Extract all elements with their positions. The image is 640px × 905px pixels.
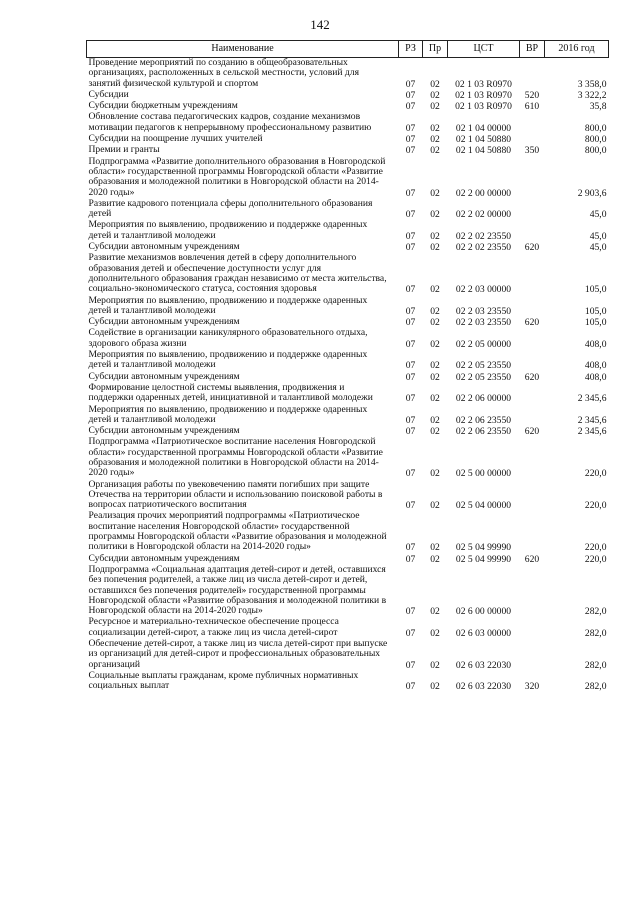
cell-pr: 02 bbox=[430, 122, 440, 134]
cell-name: Развитие механизмов вовлечения детей в сферу дополнительного образования детей и обеспечение доступности услуг для дополнительного образования граждан независимо от места жительства, социально-экономического статуса, состояния здоровья bbox=[88, 252, 387, 295]
table-row bbox=[87, 350, 609, 372]
page-number: 142 bbox=[310, 17, 330, 32]
cell-pr: 02 bbox=[430, 101, 440, 113]
column-header-rz: РЗ bbox=[399, 41, 423, 58]
cell-cst: 02 2 03 23550 bbox=[455, 305, 512, 317]
cell-rz: 07 bbox=[405, 134, 416, 146]
table-row bbox=[87, 565, 609, 617]
cell-name: Подпрограмма «Развитие дополнительного образования в Новгородской области» государственной программы Новгородской области «Развитие образования и молодежной политики в Новгородской области на 2014-2020 годы» bbox=[88, 155, 386, 198]
cell-name: Субсидии автономным учреждениям bbox=[88, 370, 240, 382]
cell-vr bbox=[520, 511, 545, 553]
cell-vr bbox=[520, 639, 545, 671]
cell-rz: 07 bbox=[405, 468, 416, 480]
cell-cst: 02 1 04 00000 bbox=[455, 122, 512, 134]
cell-cst: 02 1 03 R0970 bbox=[455, 101, 512, 113]
cell-name: Содействие в организации каникулярного образовательного отдыха, здорового образа жизни bbox=[88, 327, 368, 349]
table-row bbox=[87, 639, 609, 671]
cell-name: Мероприятия по выявлению, продвижению и поддержке одаренных детей и талантливой молодежи bbox=[88, 349, 368, 371]
cell-rz: 07 bbox=[405, 284, 416, 296]
table-row bbox=[87, 145, 609, 156]
cell-amount: 35,8 bbox=[589, 101, 607, 113]
cell-pr: 02 bbox=[430, 317, 440, 329]
cell-pr: 02 bbox=[430, 78, 440, 90]
table-row bbox=[87, 134, 609, 145]
cell-pr: 02 bbox=[430, 393, 440, 405]
cell-vr bbox=[520, 350, 545, 372]
cell-name: Премии и гранты bbox=[88, 144, 160, 156]
cell-amount: 220,0 bbox=[584, 468, 607, 480]
cell-amount: 800,0 bbox=[584, 122, 607, 134]
cell-name: Социальные выплаты гражданам, кроме публичных нормативных социальных выплат bbox=[88, 669, 359, 692]
cell-amount: 220,0 bbox=[584, 553, 607, 565]
cell-cst: 02 2 06 23550 bbox=[455, 414, 512, 426]
cell-vr bbox=[520, 58, 545, 90]
cell-pr: 02 bbox=[430, 230, 440, 242]
cell-vr bbox=[520, 199, 545, 221]
cell-name: Ресурсное и материально-техническое обеспечение процесса социализации детей-сирот, а также лиц из числа детей-сирот bbox=[88, 616, 339, 638]
cell-rz: 07 bbox=[405, 145, 416, 157]
cell-rz: 07 bbox=[405, 393, 416, 405]
cell-vr: 620 bbox=[524, 426, 540, 438]
cell-amount: 3 322,2 bbox=[577, 89, 607, 101]
cell-rz: 07 bbox=[405, 89, 416, 101]
column-header-cst: ЦСТ bbox=[448, 41, 520, 58]
cell-pr: 02 bbox=[430, 542, 440, 554]
cell-cst: 02 1 03 R0970 bbox=[455, 89, 512, 101]
cell-name: Мероприятия по выявлению, продвижению и поддержке одаренных детей и талантливой молодежи bbox=[88, 294, 368, 316]
cell-amount: 2 345,6 bbox=[577, 393, 607, 405]
cell-amount: 2 345,6 bbox=[577, 426, 607, 438]
cell-rz: 07 bbox=[405, 681, 416, 693]
column-header-name: Наименование bbox=[87, 41, 399, 58]
cell-vr bbox=[520, 328, 545, 350]
cell-cst: 02 2 03 23550 bbox=[455, 317, 512, 329]
cell-vr: 520 bbox=[524, 89, 540, 101]
cell-vr bbox=[520, 617, 545, 639]
table-row bbox=[87, 112, 609, 134]
table-header bbox=[87, 41, 609, 58]
cell-name: Субсидии на поощрение лучших учителей bbox=[88, 133, 263, 145]
cell-cst: 02 2 02 23550 bbox=[455, 242, 512, 254]
budget-table bbox=[86, 40, 609, 693]
table-row bbox=[87, 511, 609, 553]
cell-vr bbox=[520, 157, 545, 199]
cell-rz: 07 bbox=[405, 242, 416, 254]
cell-name: Субсидии автономным учреждениям bbox=[88, 241, 240, 253]
cell-pr: 02 bbox=[430, 134, 440, 146]
cell-amount: 105,0 bbox=[584, 317, 607, 329]
cell-vr bbox=[520, 437, 545, 479]
cell-name: Организация работы по увековечению памяти погибших при защите Отечества на территории области и использованию поисковой работы в вопросах патриотического воспитания bbox=[88, 478, 383, 511]
cell-pr: 02 bbox=[430, 209, 440, 221]
column-header-vr: ВР bbox=[520, 41, 545, 58]
cell-name: Мероприятия по выявлению, продвижению и поддержке одаренных детей и талантливой молодежи bbox=[88, 403, 368, 425]
cell-cst: 02 2 06 23550 bbox=[455, 426, 512, 438]
cell-rz: 07 bbox=[405, 360, 416, 372]
table-row bbox=[87, 58, 609, 90]
cell-vr bbox=[520, 383, 545, 405]
cell-vr: 620 bbox=[524, 371, 540, 383]
table-row bbox=[87, 328, 609, 350]
cell-vr: 620 bbox=[524, 317, 540, 329]
cell-vr bbox=[520, 565, 545, 617]
cell-amount: 3 358,0 bbox=[577, 78, 607, 90]
cell-cst: 02 2 05 00000 bbox=[455, 338, 512, 350]
cell-pr: 02 bbox=[430, 145, 440, 157]
cell-vr bbox=[520, 253, 545, 295]
table-row bbox=[87, 480, 609, 512]
cell-vr bbox=[520, 405, 545, 427]
table-body bbox=[87, 58, 609, 693]
cell-pr: 02 bbox=[430, 500, 440, 512]
cell-cst: 02 2 05 23550 bbox=[455, 360, 512, 372]
cell-name: Развитие кадрового потенциала сферы дополнительного образования детей bbox=[88, 197, 373, 220]
cell-vr bbox=[520, 220, 545, 242]
cell-pr: 02 bbox=[430, 468, 440, 480]
cell-amount: 408,0 bbox=[584, 371, 607, 383]
cell-vr bbox=[520, 112, 545, 134]
cell-amount: 282,0 bbox=[584, 659, 607, 671]
cell-cst: 02 2 00 00000 bbox=[455, 187, 512, 199]
cell-rz: 07 bbox=[405, 426, 416, 438]
cell-cst: 02 6 03 00000 bbox=[455, 627, 512, 639]
table-row bbox=[87, 437, 609, 479]
cell-amount: 105,0 bbox=[584, 284, 607, 296]
cell-name: Проведение мероприятий по созданию в общеобразовательных организациях, расположенных в сельской местности, условий для занятий физической культурой и спортом bbox=[88, 57, 359, 89]
cell-pr: 02 bbox=[430, 553, 440, 565]
cell-cst: 02 5 00 00000 bbox=[455, 468, 512, 480]
cell-pr: 02 bbox=[430, 242, 440, 254]
cell-cst: 02 5 04 99990 bbox=[455, 553, 512, 565]
cell-name: Субсидии автономным учреждениям bbox=[88, 552, 240, 564]
cell-cst: 02 6 03 22030 bbox=[455, 681, 512, 693]
cell-amount: 2 903,6 bbox=[577, 187, 607, 199]
cell-amount: 45,0 bbox=[589, 230, 607, 242]
cell-pr: 02 bbox=[430, 187, 440, 199]
cell-rz: 07 bbox=[405, 606, 416, 618]
cell-rz: 07 bbox=[405, 209, 416, 221]
cell-cst: 02 2 03 00000 bbox=[455, 284, 512, 296]
cell-vr: 610 bbox=[524, 101, 540, 113]
cell-amount: 2 345,6 bbox=[577, 414, 607, 426]
cell-pr: 02 bbox=[430, 627, 440, 639]
cell-rz: 07 bbox=[405, 78, 416, 90]
cell-pr: 02 bbox=[430, 284, 440, 296]
cell-pr: 02 bbox=[430, 414, 440, 426]
cell-name: Подпрограмма «Патриотическое воспитание населения Новгородской области» государственной программы Новгородской области «Развитие образования и молодежной политики в Новгородской области на 2014-2020 годы» bbox=[88, 436, 383, 479]
cell-cst: 02 2 05 23550 bbox=[455, 371, 512, 383]
table-row bbox=[87, 383, 609, 405]
cell-name: Обеспечение детей-сирот, а также лиц из числа детей-сирот при выпуске из организаций для детей-сирот и профессиональных образовательных организаций bbox=[88, 638, 388, 670]
cell-rz: 07 bbox=[405, 371, 416, 383]
cell-pr: 02 bbox=[430, 89, 440, 101]
cell-rz: 07 bbox=[405, 230, 416, 242]
cell-vr bbox=[520, 480, 545, 512]
cell-rz: 07 bbox=[405, 338, 416, 350]
cell-name: Субсидии бюджетным учреждениям bbox=[88, 100, 238, 112]
cell-name: Субсидии автономным учреждениям bbox=[88, 425, 240, 437]
cell-vr: 350 bbox=[524, 145, 540, 157]
cell-vr: 620 bbox=[524, 242, 540, 254]
cell-vr: 320 bbox=[524, 681, 540, 693]
cell-cst: 02 2 02 23550 bbox=[455, 230, 512, 242]
cell-rz: 07 bbox=[405, 414, 416, 426]
table-row bbox=[87, 617, 609, 639]
cell-amount: 220,0 bbox=[584, 500, 607, 512]
cell-rz: 07 bbox=[405, 553, 416, 565]
cell-amount: 408,0 bbox=[584, 360, 607, 372]
cell-rz: 07 bbox=[405, 122, 416, 134]
cell-pr: 02 bbox=[430, 338, 440, 350]
table-row bbox=[87, 296, 609, 318]
cell-pr: 02 bbox=[430, 371, 440, 383]
cell-name: Мероприятия по выявлению, продвижению и поддержке одаренных детей и талантливой молодежи bbox=[88, 219, 368, 241]
cell-amount: 45,0 bbox=[589, 209, 607, 221]
cell-amount: 282,0 bbox=[584, 606, 607, 618]
cell-amount: 220,0 bbox=[584, 542, 607, 554]
cell-amount: 282,0 bbox=[584, 627, 607, 639]
cell-amount: 408,0 bbox=[584, 338, 607, 350]
cell-pr: 02 bbox=[430, 606, 440, 618]
table-row bbox=[87, 253, 609, 295]
cell-rz: 07 bbox=[405, 317, 416, 329]
cell-vr bbox=[520, 296, 545, 318]
cell-amount: 282,0 bbox=[584, 681, 607, 693]
cell-rz: 07 bbox=[405, 305, 416, 317]
table-row bbox=[87, 220, 609, 242]
cell-amount: 45,0 bbox=[589, 242, 607, 254]
cell-rz: 07 bbox=[405, 627, 416, 639]
table-row bbox=[87, 405, 609, 427]
cell-pr: 02 bbox=[430, 659, 440, 671]
cell-pr: 02 bbox=[430, 360, 440, 372]
cell-cst: 02 5 04 00000 bbox=[455, 500, 512, 512]
cell-cst: 02 2 02 00000 bbox=[455, 209, 512, 221]
cell-name: Обновление состава педагогических кадров, создание механизмов мотивации педагогов к непрерывному профессиональному развитию bbox=[88, 111, 372, 133]
cell-cst: 02 1 04 50880 bbox=[455, 145, 512, 157]
cell-pr: 02 bbox=[430, 681, 440, 693]
cell-amount: 105,0 bbox=[584, 305, 607, 317]
cell-name: Формирование целостной системы выявления, продвижения и поддержки одаренных детей, инициативной и талантливой молодежи bbox=[88, 381, 373, 404]
cell-rz: 07 bbox=[405, 542, 416, 554]
cell-pr: 02 bbox=[430, 426, 440, 438]
cell-cst: 02 6 03 22030 bbox=[455, 659, 512, 671]
cell-name: Субсидии bbox=[88, 88, 129, 100]
cell-name: Субсидии автономным учреждениям bbox=[88, 316, 240, 328]
cell-name: Подпрограмма «Социальная адаптация детей-сирот и детей, оставшихся без попечения родителей, а также лиц из числа детей-сирот и детей, оставшихся без попечения родителей» государственной программы Новгородской области «Развитие образования и молодежной политики в Новгородской области на 2014-2020 годы» bbox=[88, 563, 387, 617]
table-row bbox=[87, 671, 609, 693]
cell-rz: 07 bbox=[405, 187, 416, 199]
cell-name: Реализация прочих мероприятий подпрограммы «Патриотическое воспитание населения Новгородской области» государственной программы Новгородской области «Развитие образования и молодежной политики в Новгородской области на 2014-2020 годы» bbox=[88, 510, 387, 553]
cell-vr: 620 bbox=[524, 553, 540, 565]
cell-amount: 800,0 bbox=[584, 134, 607, 146]
column-header-pr: Пр bbox=[423, 41, 448, 58]
table-row bbox=[87, 157, 609, 199]
cell-cst: 02 1 03 R0970 bbox=[455, 78, 512, 90]
cell-rz: 07 bbox=[405, 659, 416, 671]
cell-rz: 07 bbox=[405, 500, 416, 512]
column-header-amount: 2016 год bbox=[545, 41, 609, 58]
cell-rz: 07 bbox=[405, 101, 416, 113]
cell-cst: 02 2 06 00000 bbox=[455, 393, 512, 405]
cell-pr: 02 bbox=[430, 305, 440, 317]
cell-cst: 02 6 00 00000 bbox=[455, 606, 512, 618]
cell-cst: 02 5 04 99990 bbox=[455, 542, 512, 554]
table-row bbox=[87, 199, 609, 221]
cell-amount: 800,0 bbox=[584, 145, 607, 157]
cell-vr bbox=[520, 134, 545, 145]
cell-cst: 02 1 04 50880 bbox=[455, 134, 512, 146]
